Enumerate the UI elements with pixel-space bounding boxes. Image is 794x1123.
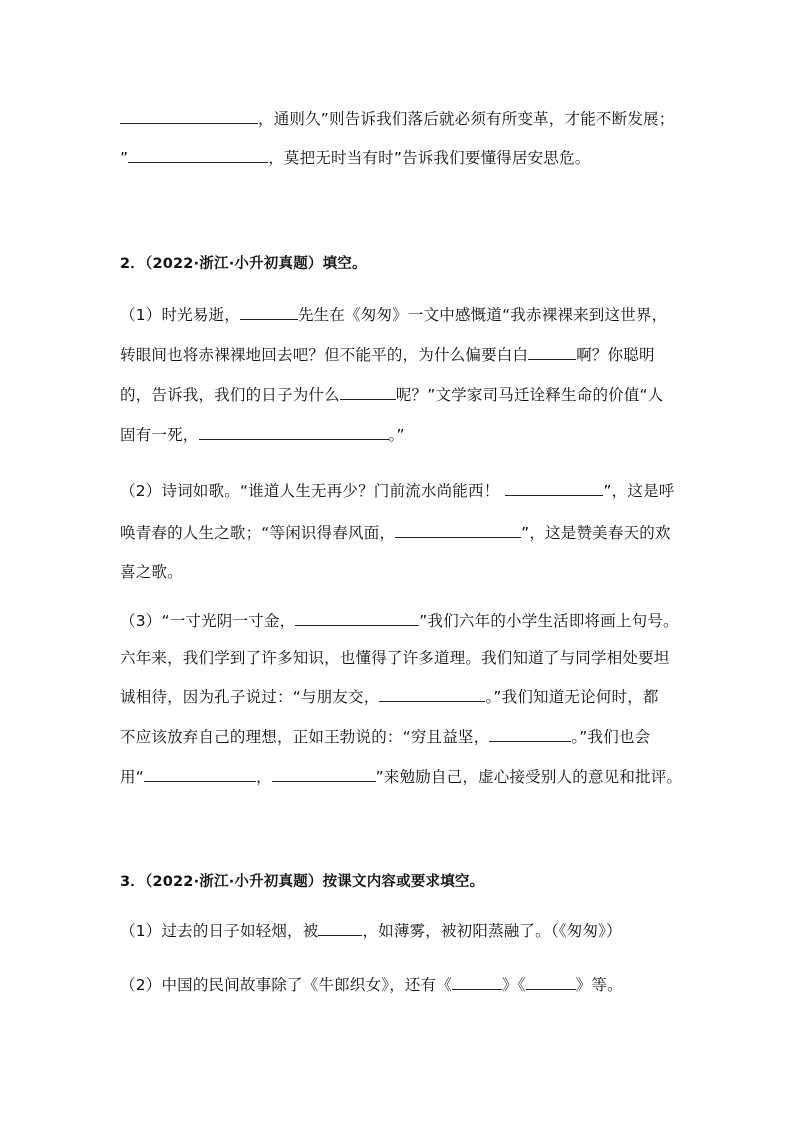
q2-p3-line-1 xyxy=(120,608,679,633)
text: ， xyxy=(255,768,272,786)
q1-line-1-text: ，通则久”则告诉我们落后就必须有所变革，才能不断发展； xyxy=(258,110,675,128)
q1-line-2-text: ，莫把无时当有时”告诉我们要懂得居安思危。 xyxy=(268,149,591,167)
q2-p3-line-3 xyxy=(120,684,676,709)
text: 。”我们也会 xyxy=(571,728,651,746)
text: （1）过去的日子如轻烟，被 xyxy=(120,922,319,940)
answer-blank[interactable] xyxy=(144,764,256,782)
answer-blank[interactable] xyxy=(505,478,603,496)
answer-blank[interactable] xyxy=(240,302,298,320)
q2-p2-line-3 xyxy=(120,560,676,584)
q2-p1-line-1 xyxy=(120,302,676,327)
answer-blank[interactable] xyxy=(379,684,485,702)
text: （3）“一寸光阴一寸金， xyxy=(120,612,296,630)
text: ”，这是赞美春天的欢 xyxy=(521,524,671,542)
answer-blank[interactable] xyxy=(489,724,571,742)
answer-blank[interactable] xyxy=(526,972,576,990)
text: 用“ xyxy=(120,768,144,786)
answer-blank[interactable] xyxy=(395,520,521,538)
text: ”我们六年的小学生活即将画上句号。 xyxy=(419,612,679,630)
text: ，如薄雾，被初阳蒸融了。（《匆匆》） xyxy=(362,922,622,940)
q3-p2 xyxy=(120,972,676,997)
text: ”来勉励自己，虚心接受别人的意见和批评。 xyxy=(375,768,683,786)
text: “我赤裸裸来到这世界， xyxy=(502,306,668,324)
answer-blank[interactable] xyxy=(272,764,376,782)
q2-p2-line-1 xyxy=(120,478,676,503)
text: 的，告诉我，我们的日子为什么 xyxy=(120,386,340,404)
q2-p1-line-2 xyxy=(120,342,676,367)
answer-blank[interactable] xyxy=(340,382,396,400)
q2-heading: 2．（2022·浙江·小升初真题）填空。 xyxy=(120,256,367,272)
q2-p1-line-4 xyxy=(120,422,676,447)
text: 六年来，我们学到了许多知识，也懂得了许多道理。我们知道了与同学相处要坦 xyxy=(120,649,670,667)
answer-blank[interactable] xyxy=(128,145,268,163)
text: 呢？”文学家司马迁诠释生命的价值 xyxy=(395,386,640,404)
answer-blank[interactable] xyxy=(295,608,419,626)
text: （2）中国的民间故事除了《牛郎织女》，还有《 xyxy=(120,976,453,994)
q2-p1-line-3 xyxy=(120,382,676,407)
text: 》等。 xyxy=(575,976,623,994)
text: 诚相待，因为孔子说过：“与朋友交， xyxy=(120,688,380,706)
text: 转眼间也将赤裸裸地回去吧？但不能平的，为什么偏要白白 xyxy=(120,346,529,364)
text: ”，这是呼 xyxy=(603,482,675,500)
q2-p3-line-5 xyxy=(120,764,683,789)
text: “人 xyxy=(639,386,664,404)
text: 唤青春的人生之歌；“等闲识得春风面， xyxy=(120,524,396,542)
text: （2）诗词如歌。“谁道人生无再少？门前流水尚能西！ xyxy=(120,482,500,500)
answer-blank[interactable] xyxy=(120,106,258,124)
text: （1）时光易逝， xyxy=(120,306,240,324)
q1-line-1 xyxy=(120,106,676,131)
q2-p3-line-2 xyxy=(120,646,676,670)
q3-p1 xyxy=(120,918,676,943)
text: 不应该放弃自己的理想，正如王勃说的：“穷且益坚， xyxy=(120,728,490,746)
text: 》《 xyxy=(502,976,526,994)
text: 先生在《匆匆》一文中感慨道 xyxy=(297,306,503,324)
answer-blank[interactable] xyxy=(199,422,389,440)
quote-mark: ” xyxy=(120,149,129,167)
text: 喜之歌。 xyxy=(120,563,183,581)
text: 。”我们知道无论何时，都 xyxy=(485,688,659,706)
text: 。” xyxy=(388,426,405,444)
q2-p2-line-2 xyxy=(120,520,676,545)
text: 固有一死， xyxy=(120,426,199,444)
q1-line-2 xyxy=(120,145,676,170)
q3-heading: 3．（2022·浙江·小升初真题）按课文内容或要求填空。 xyxy=(120,874,485,890)
q2-p3-line-4 xyxy=(120,724,676,749)
text: 啊？你聪明 xyxy=(576,346,655,364)
answer-blank[interactable] xyxy=(318,918,362,936)
answer-blank[interactable] xyxy=(528,342,576,360)
answer-blank[interactable] xyxy=(452,972,502,990)
